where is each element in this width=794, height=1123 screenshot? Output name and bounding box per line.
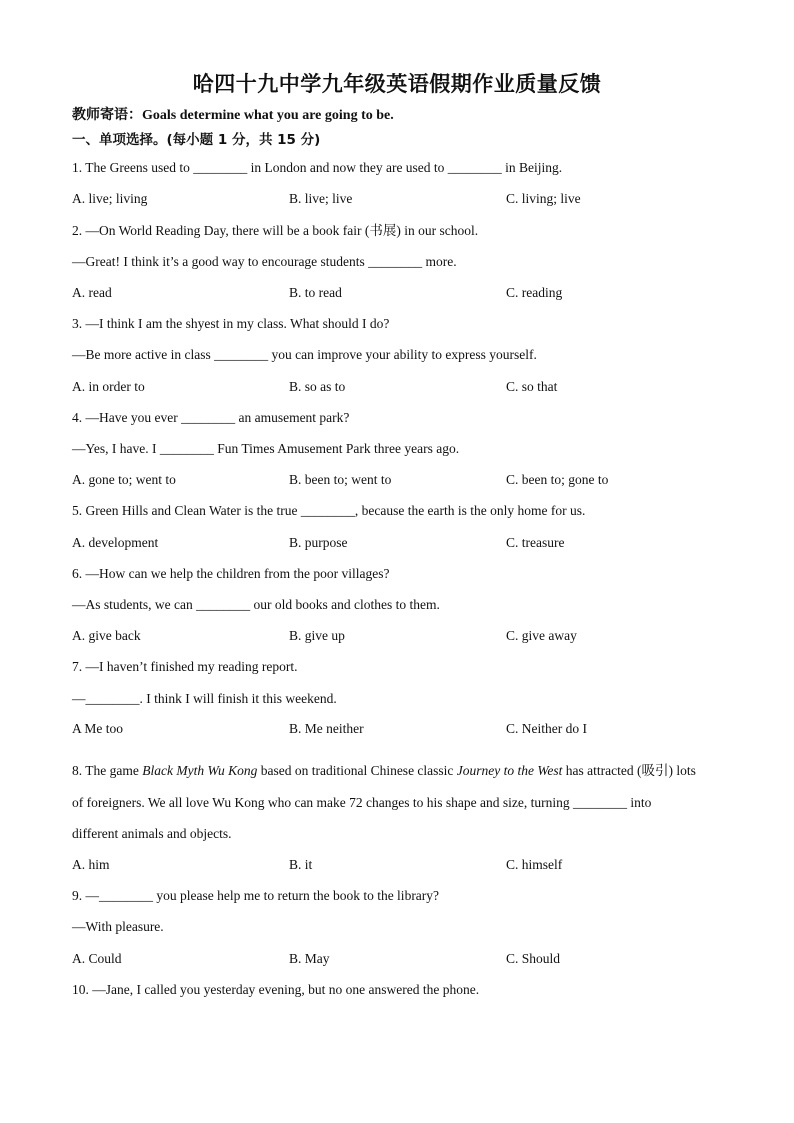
question-9-line-1: 9. —________ you please help me to return the book to the library?	[72, 888, 440, 903]
teacher-note-label: 教师寄语：	[72, 107, 142, 123]
question-3-option-a: A. in order to	[72, 379, 145, 394]
section-heading: 一、单项选择。(每小题 1 分，共 15 分)	[72, 132, 321, 148]
question-2-line-1: 2. —On World Reading Day, there will be a book fair (书展) in our school.	[72, 223, 479, 238]
question-8-line-1	[72, 762, 696, 780]
teacher-note	[72, 106, 394, 125]
question-7-line-1: 7. —I haven’t finished my reading report.	[72, 659, 298, 674]
question-9-line-2: —With pleasure.	[72, 919, 164, 934]
question-3-line-1: 3. —I think I am the shyest in my class. What should I do?	[72, 316, 390, 331]
question-8-prefix: 8. The game	[72, 763, 143, 778]
question-4-option-c: C. been to; gone to	[506, 472, 609, 487]
question-9-option-a: A. Could	[72, 951, 122, 966]
question-4-option-a: A. gone to; went to	[72, 472, 176, 487]
question-6-option-a: A. give back	[72, 628, 141, 643]
question-8-line-2: of foreigners. We all love Wu Kong who can make 72 changes to his shape and size, turning ________ into	[72, 795, 652, 810]
question-3-option-c: C. so that	[506, 379, 558, 394]
question-6-option-c: C. give away	[506, 628, 577, 643]
question-9-option-c: C. Should	[506, 951, 561, 966]
question-8-game-title: Black Myth Wu Kong	[142, 763, 258, 778]
question-7-option-a: A Me too	[72, 721, 124, 736]
question-7-option-b: B. Me neither	[289, 721, 364, 736]
question-3-line-2: —Be more active in class ________ you can improve your ability to express yourself.	[72, 347, 537, 362]
question-8-option-c: C. himself	[506, 857, 563, 872]
question-7-line-2: —________. I think I will finish it this weekend.	[72, 691, 337, 706]
teacher-note-text: Goals determine what you are going to be.	[142, 108, 394, 123]
question-4-line-1: 4. —Have you ever ________ an amusement park?	[72, 410, 350, 425]
question-2-line-2: —Great! I think it’s a good way to encourage students ________ more.	[72, 254, 457, 269]
question-4-line-2: —Yes, I have. I ________ Fun Times Amusement Park three years ago.	[72, 441, 460, 456]
question-8-book-title: Journey to the West	[456, 763, 563, 778]
question-9-option-b: B. May	[289, 951, 330, 966]
question-5-option-b: B. purpose	[289, 535, 348, 550]
question-8-suffix: has attracted (吸引) lots	[562, 763, 696, 778]
question-1-line-1: 1. The Greens used to ________ in London and now they are used to ________ in Beijing.	[72, 160, 563, 175]
question-4-option-b: B. been to; went to	[289, 472, 392, 487]
question-8-mid: based on traditional Chinese classic	[257, 763, 457, 778]
question-7-option-c: C. Neither do I	[506, 721, 587, 736]
question-8-option-b: B. it	[289, 857, 313, 872]
question-5-line-1: 5. Green Hills and Clean Water is the true ________, because the earth is the only home for us.	[72, 503, 586, 518]
question-6-option-b: B. give up	[289, 628, 345, 643]
page-title: 哈四十九中学九年级英语假期作业质量反馈	[192, 72, 602, 96]
question-2-option-a: A. read	[72, 285, 112, 300]
question-2-option-b: B. to read	[289, 285, 342, 300]
question-5-option-c: C. treasure	[506, 535, 565, 550]
question-1-option-a: A. live; living	[72, 191, 148, 206]
question-3-option-b: B. so as to	[289, 379, 346, 394]
question-1-option-b: B. live; live	[289, 191, 353, 206]
question-5-option-a: A. development	[72, 535, 159, 550]
question-1-option-c: C. living; live	[506, 191, 581, 206]
question-2-option-c: C. reading	[506, 285, 563, 300]
question-8-line-3: different animals and objects.	[72, 826, 232, 841]
question-10-line-1: 10. —Jane, I called you yesterday evening, but no one answered the phone.	[72, 982, 480, 997]
question-6-line-2: —As students, we can ________ our old books and clothes to them.	[72, 597, 440, 612]
question-8-option-a: A. him	[72, 857, 110, 872]
question-6-line-1: 6. —How can we help the children from the poor villages?	[72, 566, 390, 581]
